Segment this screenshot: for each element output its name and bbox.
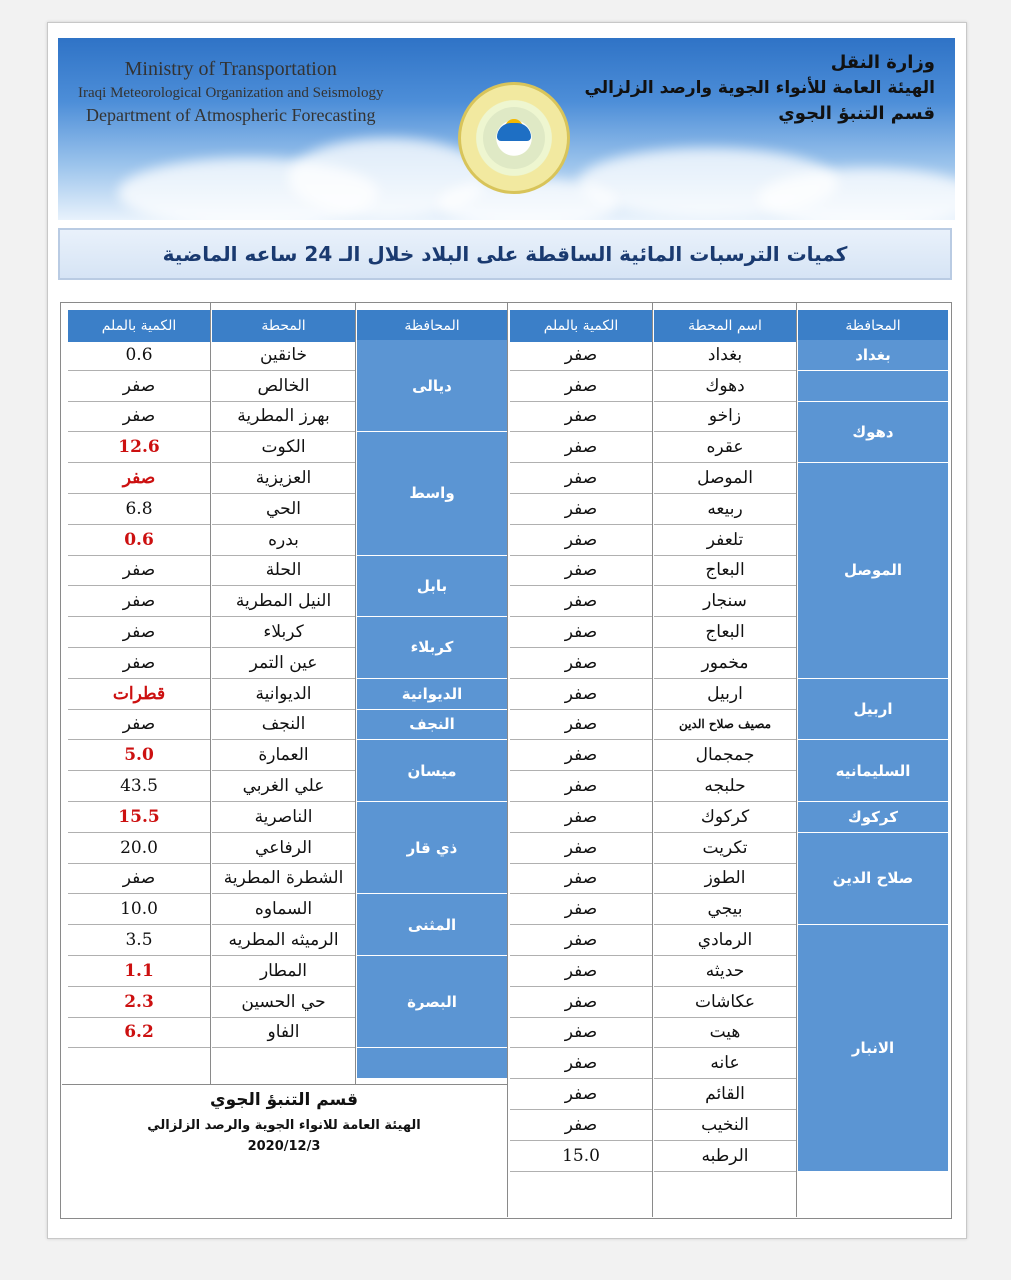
- rainfall-amount: صفر: [510, 371, 652, 402]
- station-name: القائم: [654, 1079, 796, 1110]
- column-divider: [355, 302, 356, 1085]
- rainfall-amount: صفر: [510, 802, 652, 833]
- station-name: الخالص: [212, 371, 355, 402]
- governorate-cell: ديالى: [357, 340, 507, 432]
- station-name: الحلة: [212, 556, 355, 587]
- footer-signature: [66, 1090, 502, 1154]
- column-divider: [210, 302, 211, 1085]
- station-name: البعاج: [654, 556, 796, 587]
- rainfall-amount: صفر: [510, 463, 652, 494]
- station-name: اربيل: [654, 679, 796, 710]
- station-name: تكريت: [654, 833, 796, 864]
- ministry-name-ar: وزارة النقل: [830, 52, 935, 73]
- station-name: كركوك: [654, 802, 796, 833]
- station-name: بيجي: [654, 894, 796, 925]
- station-name: بغداد: [654, 340, 796, 371]
- station-name: البعاج: [654, 617, 796, 648]
- rainfall-amount: صفر: [510, 987, 652, 1018]
- station-name: النيل المطرية: [212, 586, 355, 617]
- rainfall-amount: صفر: [510, 771, 652, 802]
- rainfall-amount: صفر: [510, 648, 652, 679]
- governorate-cell: دهوك: [798, 402, 948, 464]
- station-name: بهرز المطرية: [212, 402, 355, 433]
- station-name: مخمور: [654, 648, 796, 679]
- footer-department: قسم التنبؤ الجوي: [210, 1090, 358, 1110]
- header-governorate: المحافظة: [798, 310, 948, 342]
- rainfall-amount: صفر: [510, 1110, 652, 1141]
- rainfall-amount: صفر: [68, 556, 210, 587]
- header-station: اسم المحطة: [654, 310, 796, 342]
- rainfall-amount: صفر: [68, 586, 210, 617]
- station-name: حديثه: [654, 956, 796, 987]
- station-name: خانقين: [212, 340, 355, 371]
- governorate-cell: كركوك: [798, 802, 948, 833]
- station-name: مصيف صلاح الدين: [654, 710, 796, 741]
- header-amount: الكمية بالملم: [510, 310, 652, 342]
- station-name: العزيزية: [212, 463, 355, 494]
- document-title: كميات الترسبات المائية الساقطة على البلاد خلال الـ 24 ساعه الماضية: [58, 228, 952, 280]
- footer-organization: الهيئة العامة للانواء الجوية والرصد الزلزالي: [147, 1118, 421, 1133]
- station-name: الشطرة المطرية: [212, 864, 355, 895]
- governorate-cell: ميسان: [357, 740, 507, 802]
- station-name: العمارة: [212, 740, 355, 771]
- station-name: الموصل: [654, 463, 796, 494]
- rainfall-amount: صفر: [510, 1018, 652, 1049]
- rainfall-amount: صفر: [510, 340, 652, 371]
- rainfall-amount: 15.5: [68, 802, 210, 833]
- station-name: عانه: [654, 1048, 796, 1079]
- station-name: كربلاء: [212, 617, 355, 648]
- rainfall-amount: 43.5: [68, 771, 210, 802]
- governorate-cell: البصرة: [357, 956, 507, 1048]
- station-name: جمجمال: [654, 740, 796, 771]
- rainfall-amount: صفر: [510, 1048, 652, 1079]
- station-name: الرطبه: [654, 1141, 796, 1172]
- rainfall-amount: صفر: [510, 525, 652, 556]
- rainfall-amount: صفر: [510, 617, 652, 648]
- header-amount: الكمية بالملم: [68, 310, 210, 342]
- rainfall-amount: صفر: [510, 956, 652, 987]
- ministry-name-en: Ministry of Transportation: [124, 58, 337, 80]
- station-name: دهوك: [654, 371, 796, 402]
- rainfall-amount: 10.0: [68, 894, 210, 925]
- column-divider: [796, 302, 797, 1217]
- governorate-cell: صلاح الدين: [798, 833, 948, 925]
- rainfall-amount: 0.6: [68, 340, 210, 371]
- rainfall-amount: صفر: [510, 432, 652, 463]
- station-name: عقره: [654, 432, 796, 463]
- governorate-cell: السليمانيه: [798, 740, 948, 802]
- rainfall-amount: 1.1: [68, 956, 210, 987]
- rainfall-amount: صفر: [68, 648, 210, 679]
- governorate-cell: بغداد: [798, 340, 948, 371]
- station-name: علي الغربي: [212, 771, 355, 802]
- station-name: السماوه: [212, 894, 355, 925]
- organization-name-ar: الهيئة العامة للأنواء الجوية وارصد الزلزالي: [584, 78, 935, 99]
- department-name-ar: قسم التنبؤ الجوي: [778, 102, 935, 124]
- table-frame: [60, 302, 952, 1219]
- rainfall-amount: صفر: [510, 833, 652, 864]
- station-name: الرمادي: [654, 925, 796, 956]
- rainfall-amount: صفر: [68, 864, 210, 895]
- organization-seal-logo: [458, 82, 570, 194]
- header-governorate: المحافظة: [357, 310, 507, 342]
- left-table-bottom-line: [62, 1084, 507, 1085]
- governorate-cell: كربلاء: [357, 617, 507, 679]
- station-name: عكاشات: [654, 987, 796, 1018]
- department-name-en: Department of Atmospheric Forecasting: [86, 105, 376, 126]
- rainfall-amount: صفر: [68, 463, 210, 494]
- station-name: ربيعه: [654, 494, 796, 525]
- rainfall-amount: صفر: [510, 864, 652, 895]
- rainfall-amount: 15.0: [510, 1141, 652, 1172]
- station-name: زاخو: [654, 402, 796, 433]
- governorate-cell: واسط: [357, 432, 507, 555]
- rainfall-amount: صفر: [68, 402, 210, 433]
- rainfall-amount: صفر: [510, 402, 652, 433]
- rainfall-amount: 0.6: [68, 525, 210, 556]
- rainfall-amount: صفر: [68, 710, 210, 741]
- rainfall-amount: صفر: [510, 894, 652, 925]
- station-name: المطار: [212, 956, 355, 987]
- rainfall-amount: صفر: [510, 710, 652, 741]
- rainfall-amount: صفر: [510, 556, 652, 587]
- rainfall-amount: 20.0: [68, 833, 210, 864]
- governorate-cell: الانبار: [798, 925, 948, 1171]
- station-name: سنجار: [654, 586, 796, 617]
- station-name: النخيب: [654, 1110, 796, 1141]
- rainfall-amount: 2.3: [68, 987, 210, 1018]
- station-name: الفاو: [212, 1018, 355, 1049]
- rainfall-amount: صفر: [510, 679, 652, 710]
- rainfall-amount: صفر: [510, 925, 652, 956]
- station-name: الطوز: [654, 864, 796, 895]
- rainfall-amount: قطرات: [68, 679, 210, 710]
- governorate-cell: النجف: [357, 710, 507, 741]
- station-name: تلعفر: [654, 525, 796, 556]
- station-name: الحي: [212, 494, 355, 525]
- footer-date: 2020/12/3: [247, 1139, 321, 1154]
- rainfall-amount: صفر: [510, 586, 652, 617]
- governorate-cell: ذي قار: [357, 802, 507, 894]
- rainfall-amount: 12.6: [68, 432, 210, 463]
- rainfall-amount: صفر: [510, 740, 652, 771]
- station-name: الرميثه المطريه: [212, 925, 355, 956]
- governorate-cell: الديوانية: [357, 679, 507, 710]
- station-name: الرفاعي: [212, 833, 355, 864]
- rainfall-amount: 5.0: [68, 740, 210, 771]
- rainfall-amount: صفر: [68, 371, 210, 402]
- station-name: النجف: [212, 710, 355, 741]
- station-name: الديوانية: [212, 679, 355, 710]
- rainfall-amount: 3.5: [68, 925, 210, 956]
- station-name: الناصرية: [212, 802, 355, 833]
- header-station: المحطة: [212, 310, 355, 342]
- station-name: بدره: [212, 525, 355, 556]
- station-name: عين التمر: [212, 648, 355, 679]
- english-header: [78, 56, 383, 128]
- header-banner: [58, 38, 955, 220]
- column-divider: [652, 302, 653, 1217]
- station-name: الكوت: [212, 432, 355, 463]
- governorate-cell: الموصل: [798, 463, 948, 679]
- station-name: هيت: [654, 1018, 796, 1049]
- rainfall-amount: صفر: [510, 494, 652, 525]
- column-divider: [507, 302, 508, 1217]
- governorate-cell: المثنى: [357, 894, 507, 956]
- station-name: حي الحسين: [212, 987, 355, 1018]
- rainfall-amount: صفر: [68, 617, 210, 648]
- governorate-cell: بابل: [357, 556, 507, 618]
- governorate-cell: اربيل: [798, 679, 948, 741]
- organization-name-en: Iraqi Meteorological Organization and Seismology: [78, 85, 384, 101]
- rainfall-amount: صفر: [510, 1079, 652, 1110]
- arabic-header: [585, 50, 935, 127]
- station-name: حلبجه: [654, 771, 796, 802]
- rainfall-amount: 6.8: [68, 494, 210, 525]
- rainfall-amount: 6.2: [68, 1018, 210, 1049]
